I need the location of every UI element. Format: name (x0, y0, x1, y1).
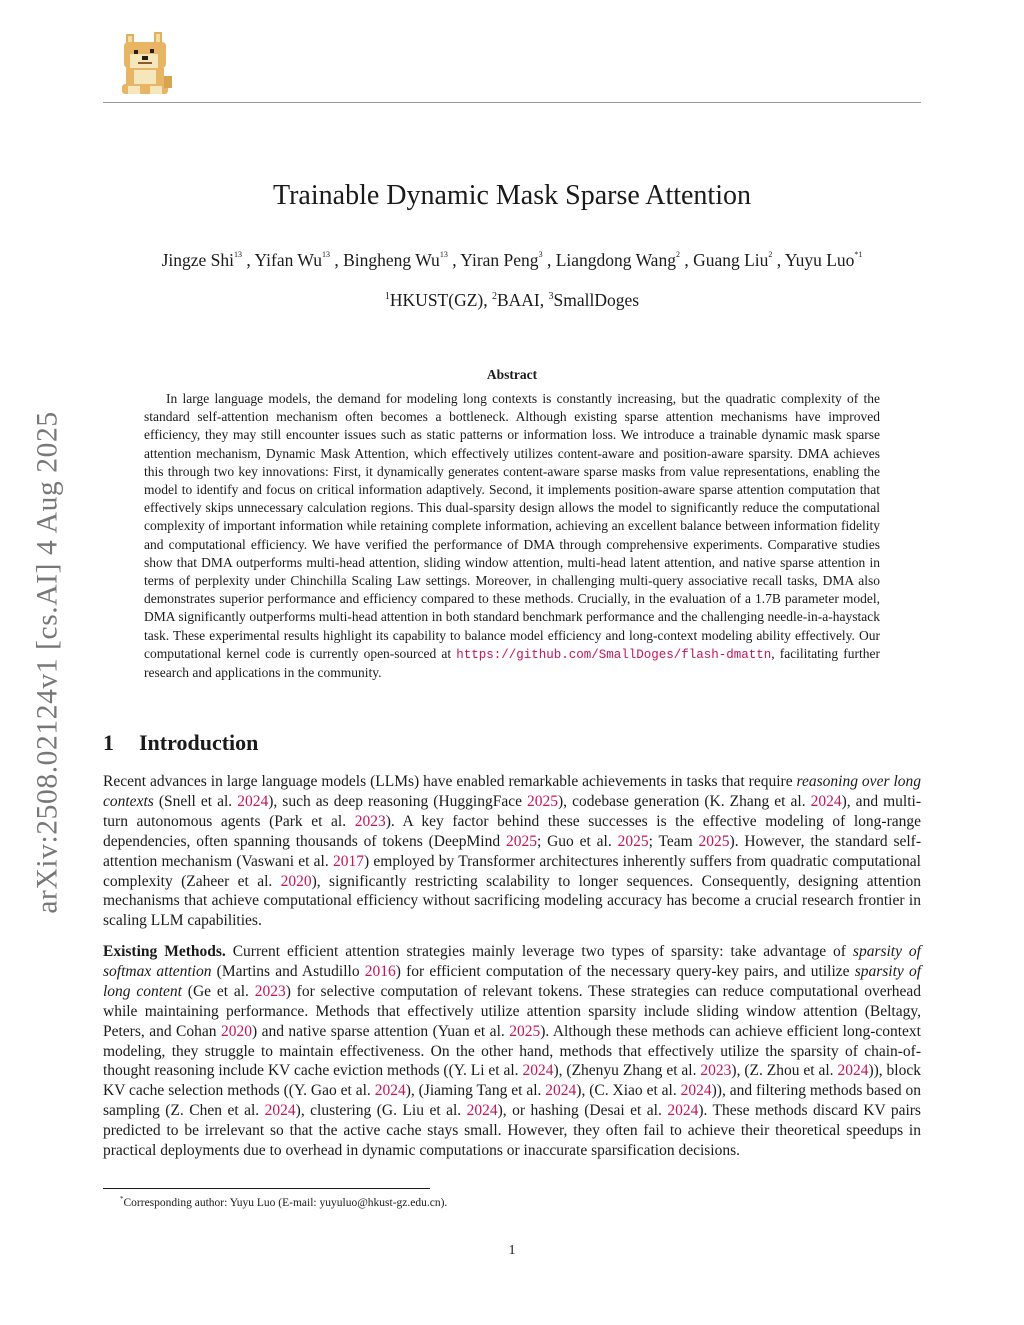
body-text: (Ge et al. (181, 982, 255, 1000)
footnote (120, 1195, 447, 1209)
footnote-mark: * (120, 1195, 124, 1203)
body-text: ) employed by Transformer architectures inherently suffers from quadratic computational complexity (Zaheer et al. (103, 852, 921, 890)
body-text: ), significantly restricting scalability to longer sequences. Consequently, designing attention mechanisms that achieve computational efficiency without sacrificing modeling accuracy has become a crucial research frontier in scaling LLM capabilities. (103, 872, 921, 930)
author-name: Jingze Shi (161, 250, 234, 270)
run-in-heading: Existing Methods. (103, 943, 226, 960)
author-affiliation-mark: 13 (439, 250, 448, 259)
abstract-tail: , facilitating further research and applications in the community. (144, 645, 880, 681)
body-text: ), or hashing (Desai et al. (497, 1102, 668, 1120)
existing-methods-paragraph (103, 942, 921, 1161)
body-text: ), codebase generation (K. Zhang et al. (558, 792, 811, 810)
body-text: ), (Zhenyu Zhang et al. (553, 1062, 701, 1080)
author-list: Jingze Shi$^{13}$ , Yifan Wu$^{13}$ , Bingheng Wu$^{13}$ , Yiran Peng$^3$ , Liangdong Wang$^2$ , Guang Liu$^2$ , Yuyu Luo$^{*1}$ (161, 250, 863, 270)
citation-link[interactable]: 2025 (698, 832, 730, 850)
citation-link[interactable]: 2024 (680, 1082, 712, 1100)
citation-link[interactable]: 2023 (254, 982, 286, 1000)
citation-link[interactable]: 2020 (220, 1022, 252, 1040)
affiliation-name: HKUST(GZ) (389, 290, 484, 310)
citation-link[interactable]: 2024 (237, 792, 269, 810)
citation-link[interactable]: 2025 (527, 792, 559, 810)
footnote-divider (103, 1188, 430, 1189)
citation-link[interactable]: 2024 (466, 1102, 498, 1120)
author-name: Liangdong Wang (555, 250, 676, 270)
body-text: (Martins and Astudillo (211, 962, 365, 980)
body-text: ), (Z. Zhou et al. (731, 1062, 838, 1080)
abstract-heading: Abstract (486, 367, 538, 382)
body-text: ), such as deep reasoning (HuggingFace (268, 792, 528, 810)
citation-link[interactable]: 2024 (374, 1082, 406, 1100)
author-name: Bingheng Wu (343, 250, 440, 270)
citation-link[interactable]: 2025 (505, 832, 537, 850)
affiliation-number: 2 (491, 291, 497, 302)
body-text: )), and filtering methods based on sampling (Z. Chen et al. (103, 1082, 922, 1120)
citation-link[interactable]: 2024 (545, 1082, 577, 1100)
body-text: ; Team (648, 832, 699, 850)
citation-link[interactable]: 2025 (509, 1022, 541, 1040)
header-divider (103, 102, 921, 103)
affiliations: $^1$HKUST(GZ), $^2$BAAI, $^3$SmallDoges (384, 290, 640, 310)
body-text: ), (Jiaming Tang et al. (405, 1082, 546, 1100)
paper-title: Trainable Dynamic Mask Sparse Attention (272, 180, 751, 211)
body-text: ). These methods discard KV pairs predicted to be irrelevant so that the active cache stays small. However, they often fail to achieve their theoretical speedups in practical deployments due to overhead in dynamic computations or inaccurate sparsification decisions. (103, 1102, 921, 1160)
body-text: ). A key factor behind these successes is the effective modeling of long-range dependencies, often spanning thousands of tokens (DeepMind (103, 812, 921, 850)
github-link[interactable]: https://github.com/SmallDoges/flash-dmattn (456, 647, 772, 662)
body-text: ) and native sparse attention (Yuan et al. (251, 1022, 510, 1040)
citation-link[interactable]: 2024 (264, 1102, 296, 1120)
body-text: )), block KV cache selection methods ((Y. Gao et al. (103, 1062, 921, 1100)
citation-link[interactable]: 2024 (810, 792, 842, 810)
citation-link[interactable]: 2024 (667, 1102, 699, 1120)
emphasis-text: sparsity of softmax attention (103, 943, 921, 980)
author-affiliation-mark: 13 (322, 250, 330, 259)
author-affiliation-mark: 2 (675, 250, 680, 259)
body-text: ) for selective computation of relevant tokens. These strategies can reduce computational overhead while maintaining performance. Methods that effectively utilize attention sparsity include sliding window attention (Beltagy, Peters, and Cohan (103, 982, 921, 1040)
section-title: Introduction (139, 730, 259, 755)
citation-link[interactable]: 2017 (332, 852, 364, 870)
emphasis-text: reasoning over long contexts (103, 773, 921, 810)
author-name: Yiran Peng (460, 250, 539, 270)
body-text: ; Guo et al. (536, 832, 618, 850)
citation-link[interactable]: 2023 (354, 812, 386, 830)
author-name: Guang Liu (693, 250, 769, 270)
body-text: Current efficient attention strategies mainly leverage two types of sparsity: take advantage of (225, 943, 853, 960)
body-text: ). However, the standard self-attention mechanism (Vaswani et al. (103, 832, 922, 870)
affiliation-name: SmallDoges (553, 290, 640, 310)
body-text: ), (C. Xiao et al. (576, 1082, 681, 1100)
body-text: ), clustering (G. Liu et al. (295, 1102, 467, 1120)
author-affiliation-mark: 3 (538, 250, 543, 259)
body-text: (Snell et al. (153, 792, 238, 810)
body-text: ), and multi-turn autonomous agents (Park et al. (103, 792, 921, 830)
section-number: 1 (103, 730, 114, 755)
author-name: Yifan Wu (254, 250, 322, 270)
citation-link[interactable]: 2023 (700, 1062, 732, 1080)
affiliation-number: 3 (548, 291, 554, 302)
emphasis-text: sparsity of long content (103, 962, 921, 1000)
intro-paragraph (103, 772, 921, 931)
citation-link[interactable]: 2020 (280, 872, 312, 890)
affiliation-number: 1 (384, 291, 390, 302)
footnote-text: Corresponding author: Yuyu Luo (E-mail: yuyuluo@hkust-gz.edu.cn). (123, 1197, 448, 1209)
citation-link[interactable]: 2024 (837, 1062, 869, 1080)
arxiv-sidebar (33, 380, 63, 945)
citation-link[interactable]: 2016 (364, 962, 396, 980)
author-affiliation-mark: 2 (768, 250, 773, 259)
body-text: ). Although these methods can achieve efficient long-context modeling, they struggle to maintain effectiveness. On the other hand, methods that effectively utilize the sparsity of chain-of-thought reasoning include KV cache eviction methods ((Y. Li et al. (103, 1022, 921, 1080)
author-name: Yuyu Luo (784, 250, 855, 270)
section-heading (103, 730, 258, 756)
page-number: 1 (508, 1243, 516, 1258)
abstract-text: In large language models, the demand for modeling long contexts is constantly increasing, but the quadratic complexity of the standard self-attention mechanism often becomes a bottleneck. Although existing sparse attention mechanisms have improved efficiency, they may still encounter issues such as static patterns or information loss. We introduce a trainable dynamic mask sparse attention mechanism, Dynamic Mask Attention, which effectively utilizes content-aware and position-aware sparsity. DMA achieves this through two key innovations: First, it dynamically generates content-aware sparse masks from value representations, enabling the model to identify and focus on critical information adaptively. Second, it implements position-aware sparse attention computation that effectively skips unnecessary calculation regions. This dual-sparsity design allows the model to significantly reduce the computational complexity of important information while retaining complete information, achieving an excellent balance between information fidelity and computational efficiency. We have verified the performance of DMA through comprehensive experiments. Comparative studies show that DMA outperforms multi-head attention, sliding window attention, multi-head latent attention, and native sparse attention in terms of perplexity under Chinchilla Scaling Law settings. Moreover, in challenging multi-query associative recall tasks, DMA also demonstrates superior performance and efficiency compared to these methods. Crucially, in the evaluation of a 1.7B parameter model, DMA significantly outperforms multi-head attention in both standard benchmark performance and the challenging needle-in-a-haystack task. These experimental results highlight its capability to balance model efficiency and long-context modeling ability effectively. Our computational kernel code is currently open-sourced at (144, 391, 880, 661)
author-affiliation-mark: 13 (234, 250, 242, 259)
citation-link[interactable]: 2024 (522, 1062, 554, 1080)
doge-logo-icon (120, 24, 174, 100)
body-text: Recent advances in large language models (LLMs) have enabled remarkable achievements in tasks that require (103, 773, 797, 790)
arxiv-identifier: arXiv:2508.02124v1 [cs.AI] 4 Aug 2025 (31, 411, 64, 914)
citation-link[interactable]: 2025 (617, 832, 649, 850)
body-text: ) for efficient computation of the necessary query-key pairs, and utilize (395, 962, 855, 980)
abstract-body (144, 390, 880, 682)
author-affiliation-mark: *1 (854, 250, 863, 259)
affiliation-name: BAAI (496, 290, 540, 310)
